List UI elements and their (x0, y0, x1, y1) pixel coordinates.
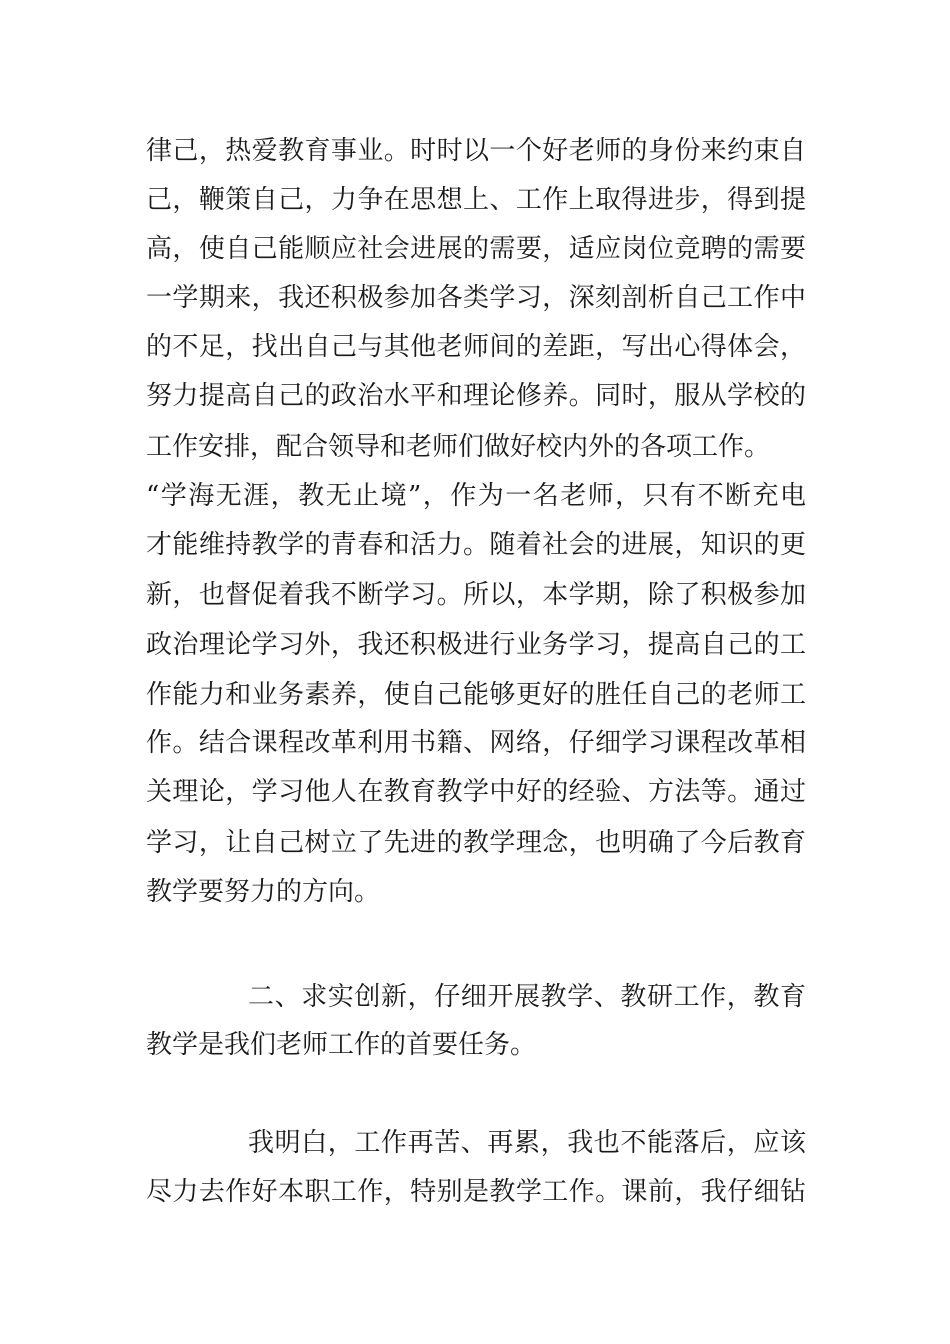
text-line: 努力提高自己的政治水平和理论修养。同时，服从学校的 (146, 381, 806, 411)
text-line: 一学期来，我还积极参加各类学习，深刻剖析自己工作中 (146, 283, 806, 313)
text-line: 教学是我们老师工作的首要任务。 (146, 1030, 537, 1060)
text-line: “学海无涯，教无止境”，作为一名老师，只有不断充电 (146, 481, 806, 511)
text-line: 作能力和业务素养，使自己能够更好的胜任自己的老师工 (146, 680, 806, 710)
text-line: 政治理论学习外，我还积极进行业务学习，提高自己的工 (146, 630, 806, 660)
text-line: 学习，让自己树立了先进的教学理念，也明确了今后教育 (146, 828, 806, 858)
text-line: 高，使自己能顺应社会进展的需要，适应岗位竞聘的需要 (146, 234, 806, 264)
text-line: 教学要努力的方向。 (146, 877, 381, 907)
text-line: 己，鞭策自己，力争在思想上、工作上取得进步，得到提 (146, 185, 806, 215)
text-line: 作。结合课程改革利用书籍、网络，仔细学习课程改革相 (146, 728, 806, 758)
text-line: 的不足，找出自己与其他老师间的差距，写出心得体会， (146, 332, 806, 362)
text-line: 我明白，工作再苦、再累，我也不能落后，应该 (248, 1128, 806, 1158)
text-line: 律己，热爱教育事业。时时以一个好老师的身份来约束自 (146, 136, 806, 166)
text-line: 关理论，学习他人在教育教学中好的经验、方法等。通过 (146, 777, 806, 807)
text-line: 才能维持教学的青春和活力。随着社会的进展，知识的更 (146, 530, 806, 560)
text-line: 工作安排，配合领导和老师们做好校内外的各项工作。 (146, 432, 771, 462)
text-line: 尽力去作好本职工作，特别是教学工作。课前，我仔细钻 (146, 1177, 806, 1207)
section-heading-line: 二、求实创新，仔细开展教学、教研工作，教育 (248, 982, 806, 1012)
text-line: 新，也督促着我不断学习。所以，本学期，除了积极参加 (146, 580, 806, 610)
